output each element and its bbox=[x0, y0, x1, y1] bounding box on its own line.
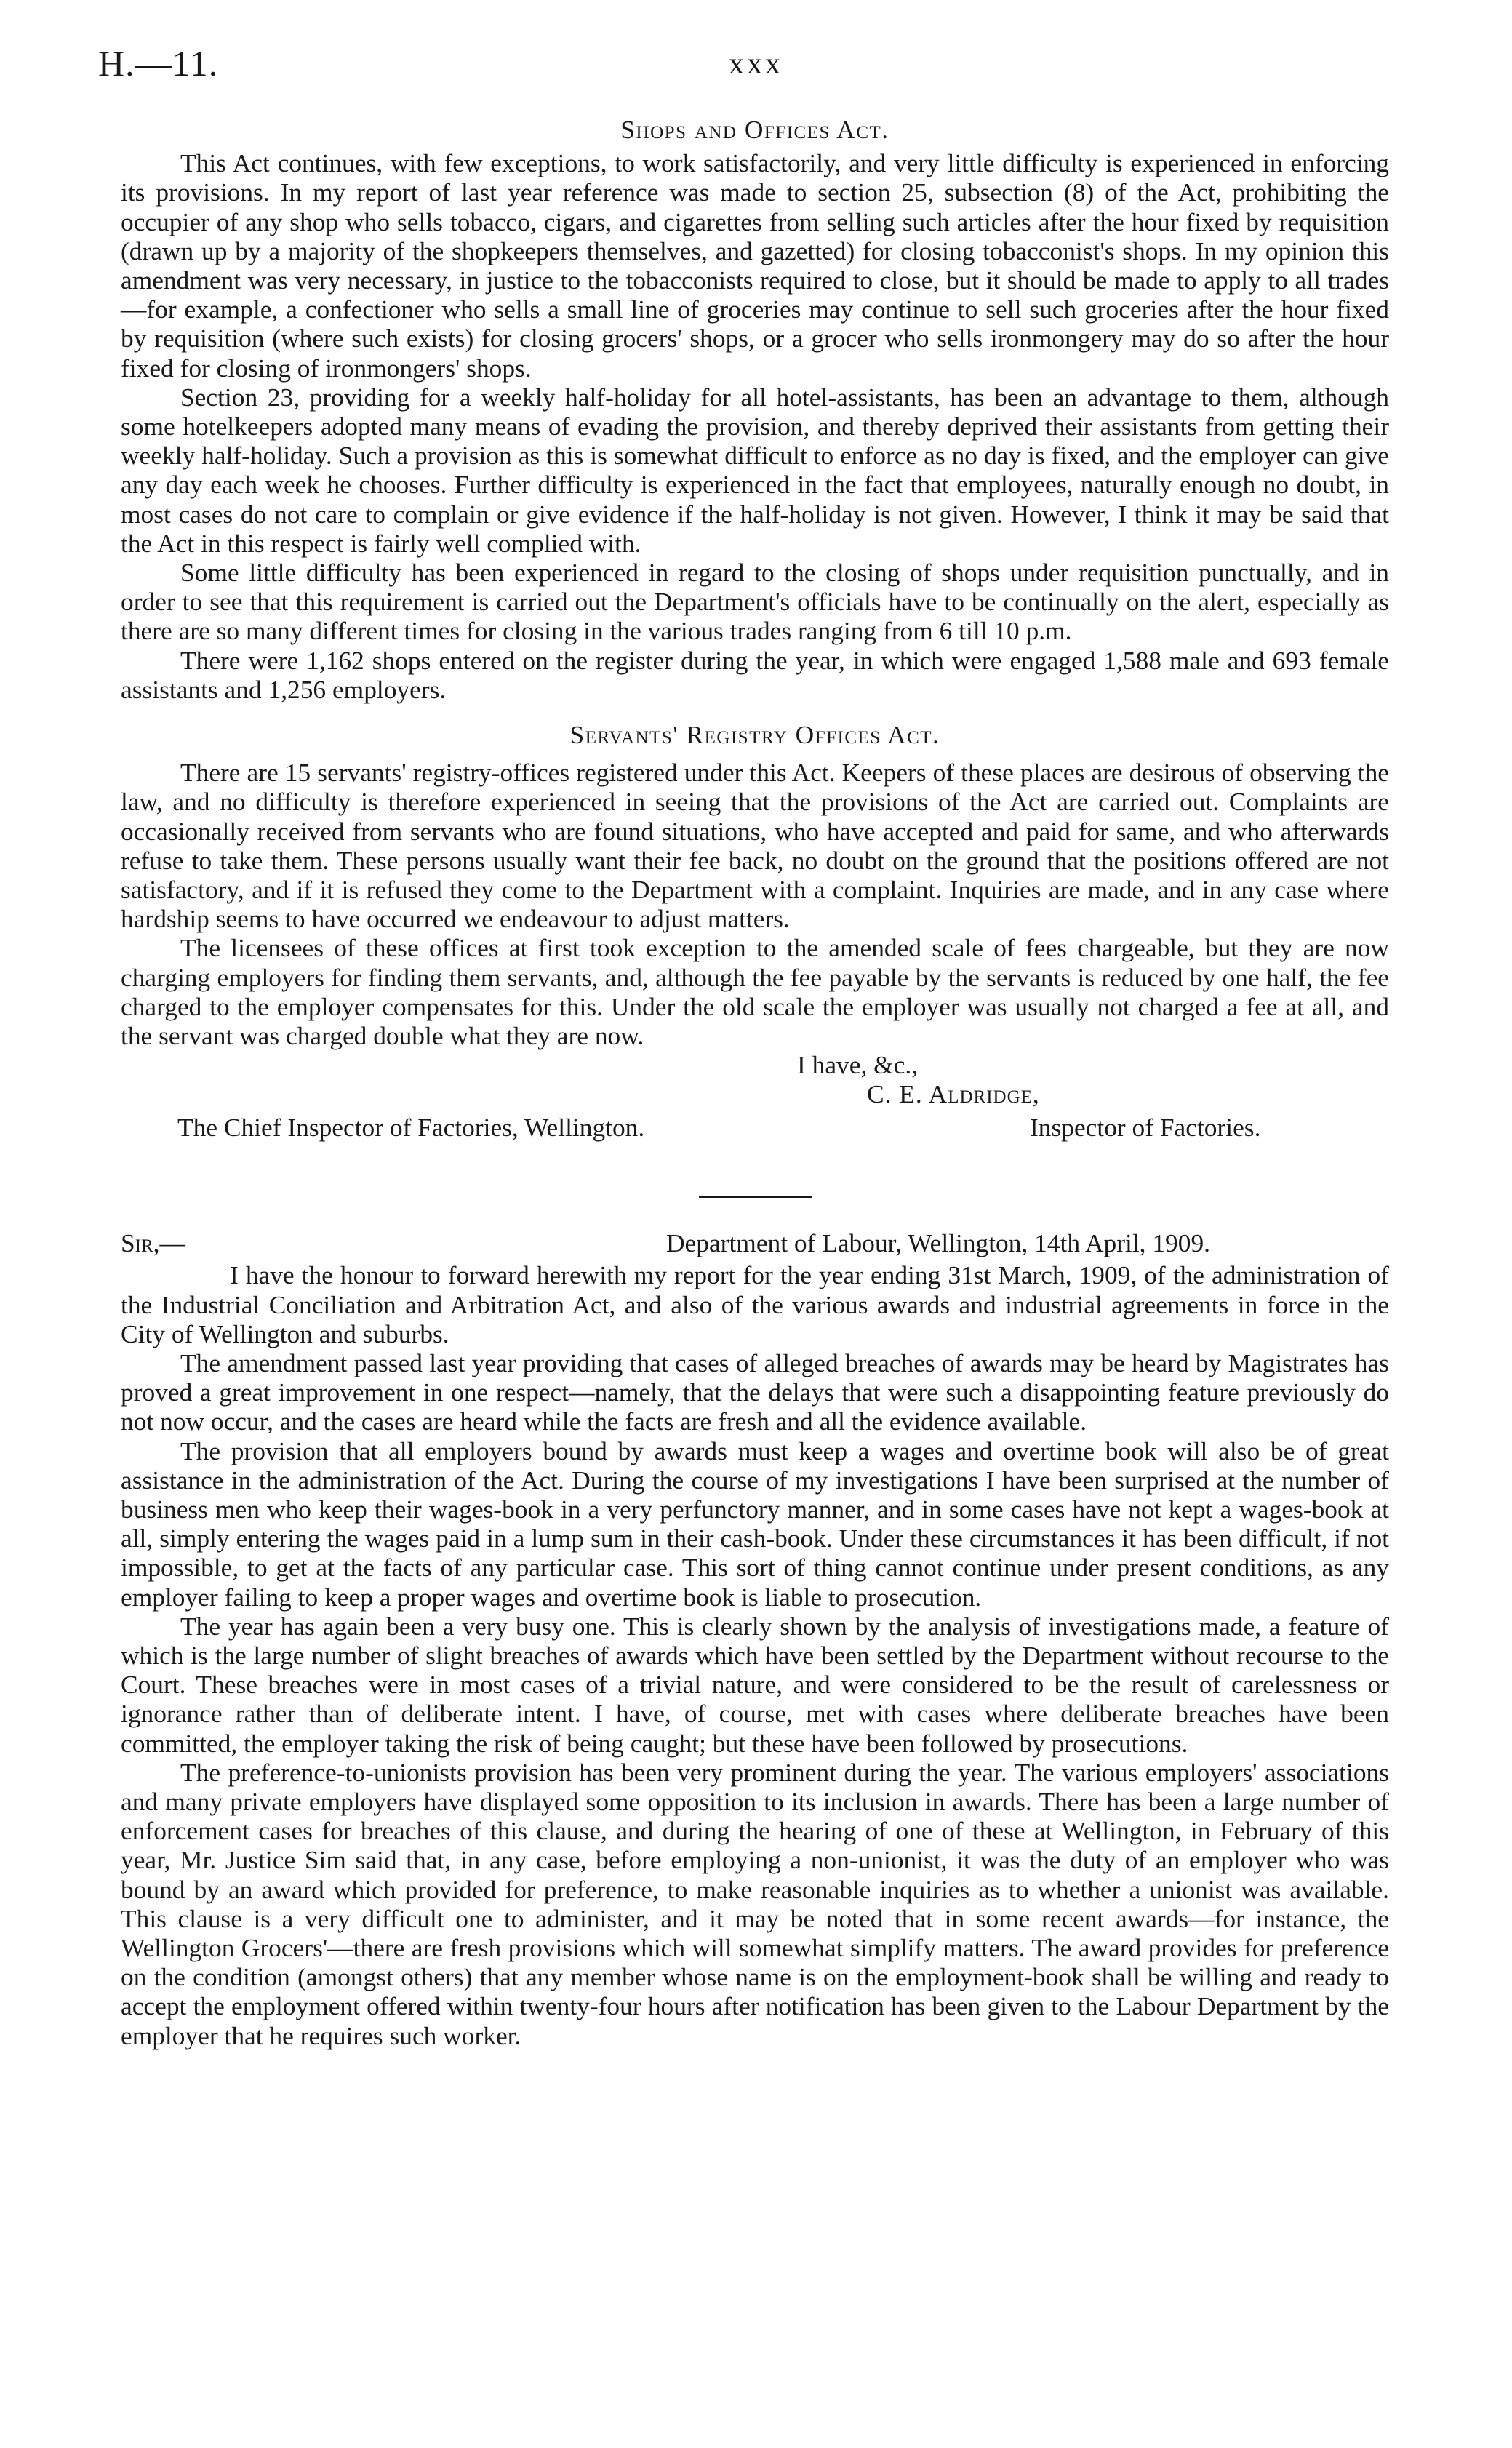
section-title-registry: Servants' Registry Offices Act. bbox=[569, 720, 940, 750]
paragraph: This Act continues, with few exceptions, to work satisfactorily, and very little difficulty is experienced in enforcing its provisions. In my report of last year reference was made to section 25, subsection (8) of the Act, prohibiting the occupier of any shop who sells tobacco, cigars, and cigarettes from selling such articles after the hour fixed by requisition (drawn up by a majority of the shopkeepers themselves, and gazetted) for closing tobacconist's shops. In my opinion this amendment was very necessary, in justice to the tobacconists required to close, but it should be made to apply to all trades—for example, a confectioner who sells a small line of groceries may continue to sell such groceries after the hour fixed by requisition (where such exists) for closing grocers' shops, or a grocer who sells ironmongery may do so after the hour fixed for closing of ironmongers' shops. bbox=[121, 148, 1389, 383]
signatory-role: Inspector of Factories. bbox=[1030, 1113, 1261, 1143]
salutation: Sir,— bbox=[121, 1228, 185, 1258]
paragraph: The year has again been a very busy one. This is clearly shown by the analysis of investigations made, a feature of which is the large number of slight breaches of awards which have been settled by the Department without recourse to the Court. These breaches were in most cases of a trivial nature, and were considered to be the result of carelessness or ignorance rather than of deliberate intent. I have, of course, met with cases where deliberate breaches have been committed, the employer taking the risk of being caught; but these have been followed by prosecutions. bbox=[121, 1611, 1389, 1758]
page-number: xxx bbox=[729, 47, 783, 81]
paragraph: Some little difficulty has been experienced in regard to the closing of shops under requisition punctually, and in order to see that this requirement is carried out the Department's officials have to be continually on the alert, especially as there are so many different times for closing in the various trades ranging from 6 till 10 p.m. bbox=[121, 558, 1389, 646]
addressee: The Chief Inspector of Factories, Wellington. bbox=[177, 1113, 645, 1143]
separator-rule bbox=[699, 1196, 812, 1198]
document-body bbox=[121, 115, 1389, 2050]
document-code: H.—11. bbox=[98, 43, 219, 84]
paragraph: The amendment passed last year providing that cases of alleged breaches of awards may be heard by Magistrates has proved a great improvement in one respect—namely, that the delays that were such a disappointing feature previously do not now occur, and the cases are heard while the facts are fresh and all the evidence available. bbox=[121, 1348, 1389, 1436]
paragraph: The provision that all employers bound by awards must keep a wages and overtime book will also be of great assistance in the administration of the Act. During the course of my investigations I have been surprised at the number of business men who keep their wages-book in a very perfunctory manner, and in some cases have not kept a wages-book at all, simply entering the wages paid in a lump sum in their cash-book. Under these circumstances it has been difficult, if not impossible, to get at the facts of any particular case. This sort of thing cannot continue under present conditions, as any employer failing to keep a proper wages and overtime book is liable to prosecution. bbox=[121, 1436, 1389, 1612]
dateline: Department of Labour, Wellington, 14th April, 1909. bbox=[666, 1228, 1210, 1258]
letter-heading bbox=[121, 1228, 1389, 1260]
section-title-shops: Shops and Offices Act. bbox=[620, 115, 889, 144]
paragraph: The preference-to-unionists provision has been very prominent during the year. The various employers' associations and many private employers have displayed some opposition to its inclusion in awards. There has been a large number of enforcement cases for breaches of this clause, and during the hearing of one of these at Wellington, in February of this year, Mr. Justice Sim said that, in any case, before employing a non-unionist, it was the duty of an employer who was bound by an award which provided for preference, to make reasonable inquiries as to whether a unionist was available. This clause is a very difficult one to administer, and it may be noted that in some recent awards—for instance, the Wellington Grocers'—there are fresh provisions which will somewhat simplify matters. The award provides for preference on the condition (amongst others) that any member whose name is on the employment-book shall be willing and ready to accept the employment offered within twenty-four hours after notification has been given to the Labour Department by the employer that he requires such worker. bbox=[121, 1757, 1389, 2050]
paragraph: Section 23, providing for a weekly half-holiday for all hotel-assistants, has been an advantage to them, although some hotelkeepers adopted many means of evading the provision, and thereby deprived their assistants from getting their weekly half-holiday. Such a provision as this is somewhat difficult to enforce as no day is fixed, and the employer can give any day each week he chooses. Further difficulty is experienced in the fact that employees, naturally enough no doubt, in most cases do not care to complain or give evidence if the half-holiday is not given. However, I think it may be said that the Act in this respect is fairly well complied with. bbox=[121, 382, 1389, 558]
paragraph: I have the honour to forward herewith my report for the year ending 31st March, 1909, of the administration of the Industrial Conciliation and Arbitration Act, and also of the various awards and industrial agreements in force in the City of Wellington and suburbs. bbox=[121, 1260, 1389, 1348]
paragraph: The licensees of these offices at first took exception to the amended scale of fees chargeable, but they are now charging employers for finding them servants, and, although the fee payable by the servants is reduced by one half, the fee charged to the employer compensates for this. Under the old scale the employer was usually not charged a fee at all, and the servant was charged double what they are now. bbox=[121, 933, 1389, 1051]
paragraph: There were 1,162 shops entered on the register during the year, in which were engaged 1,588 male and 693 female assistants and 1,256 employers. bbox=[121, 645, 1389, 704]
signature: C. E. Aldridge, bbox=[867, 1079, 1040, 1109]
closing-block bbox=[121, 1050, 1389, 1196]
closing-phrase: I have, &c., bbox=[797, 1050, 919, 1080]
paragraph: There are 15 servants' registry-offices registered under this Act. Keepers of these places are desirous of observing the law, and no difficulty is therefore experienced in seeing that the provisions of the Act are carried out. Complaints are occasionally received from servants who are found situations, who have accepted and paid for same, and who afterwards refuse to take them. These persons usually want their fee back, no doubt on the ground that the positions offered are not satisfactory, and if it is refused they come to the Department with a complaint. Inquiries are made, and in any case where hardship seems to have occurred we endeavour to adjust matters. bbox=[121, 758, 1389, 934]
